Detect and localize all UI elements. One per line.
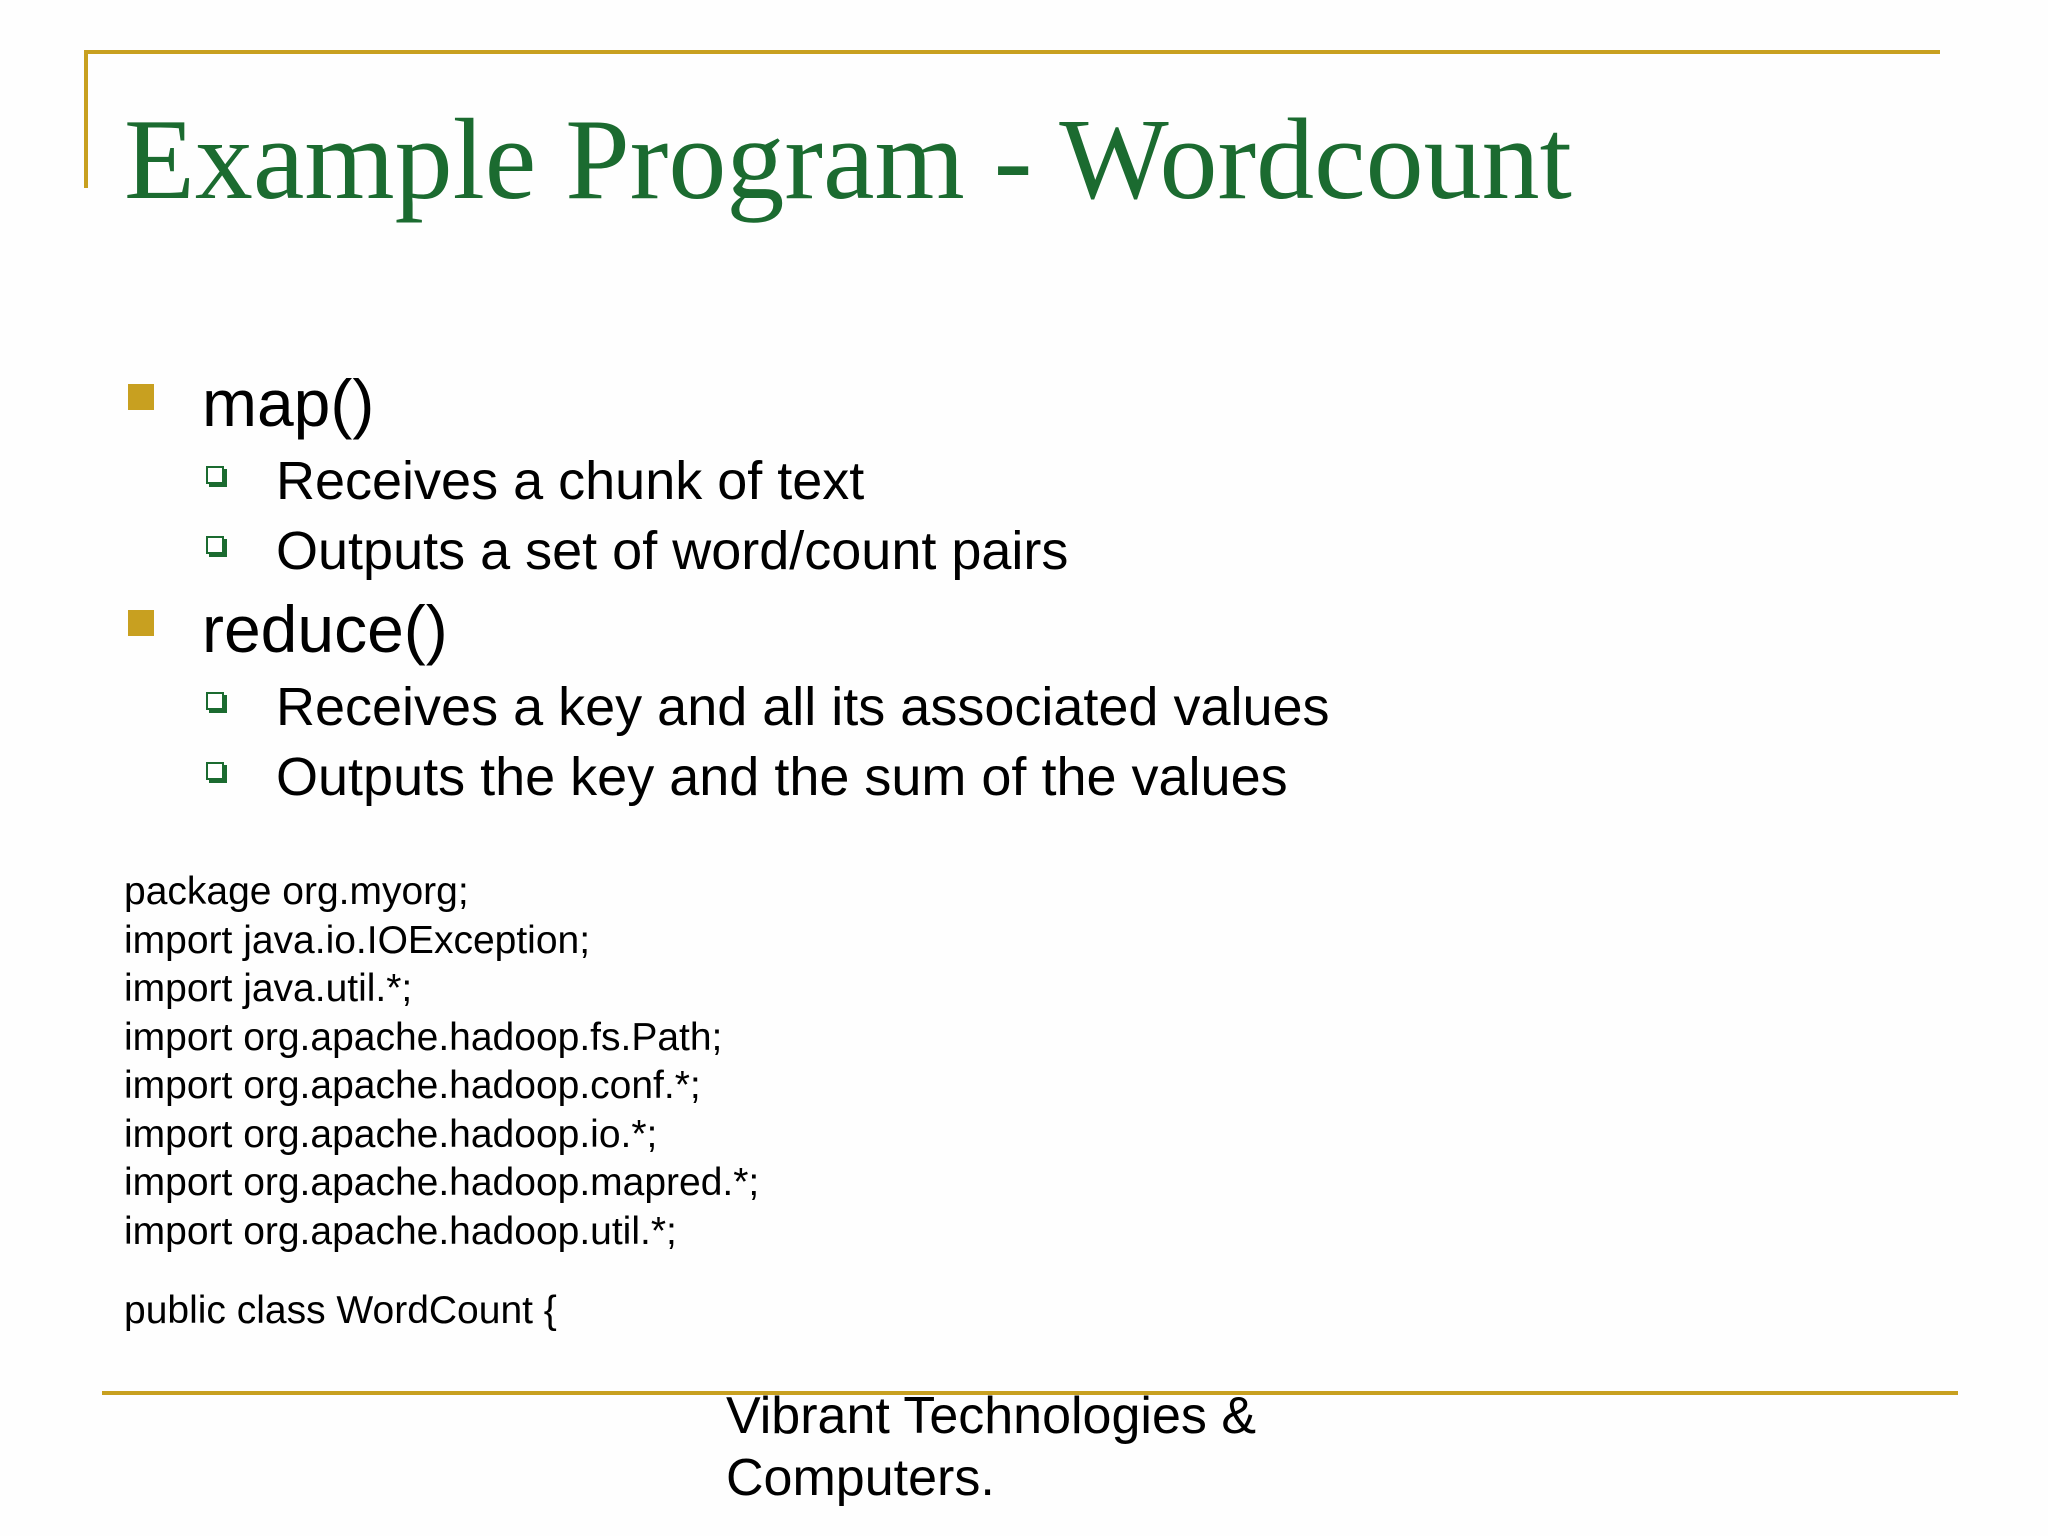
square-bullet-icon — [128, 384, 154, 410]
bullet-label: map() — [202, 366, 375, 440]
left-divider — [84, 50, 88, 188]
bullet-list — [124, 360, 1824, 812]
checkbox-bullet-icon — [206, 762, 224, 780]
code-line: package org.myorg; — [124, 870, 469, 913]
bullet-reduce — [124, 586, 1824, 672]
footer-line-1: Vibrant Technologies & — [726, 1387, 1257, 1445]
code-line: public class WordCount { — [124, 1289, 557, 1332]
checkbox-bullet-icon — [206, 692, 224, 710]
code-line: import org.apache.hadoop.mapred.*; — [124, 1161, 760, 1204]
sub-bullet-text: Outputs a set of word/count pairs — [276, 521, 1069, 581]
code-line: import org.apache.hadoop.conf.*; — [124, 1064, 701, 1107]
sub-bullet — [124, 672, 1824, 742]
code-line-blank — [124, 1256, 759, 1287]
footer-line-2: Computers. — [726, 1449, 995, 1507]
sub-bullet — [124, 742, 1824, 812]
code-line: import org.apache.hadoop.fs.Path; — [124, 1015, 723, 1059]
code-listing — [124, 868, 759, 1336]
sub-bullet — [124, 516, 1824, 586]
code-line: import org.apache.hadoop.util.*; — [124, 1209, 677, 1253]
sub-bullet — [124, 446, 1824, 516]
checkbox-bullet-icon — [206, 536, 224, 554]
code-line: import org.apache.hadoop.io.*; — [124, 1112, 658, 1156]
bullet-map — [124, 360, 1824, 446]
sub-bullet-text: Outputs the key and the sum of the values — [276, 747, 1288, 807]
square-bullet-icon — [128, 610, 154, 636]
top-divider — [84, 50, 1940, 54]
slide-title: Example Program - Wordcount — [124, 96, 1572, 224]
sub-bullet-text: Receives a chunk of text — [276, 451, 865, 511]
code-line: import java.util.*; — [124, 967, 413, 1010]
sub-bullet-text: Receives a key and all its associated values — [276, 677, 1330, 737]
footer — [726, 1385, 1346, 1509]
code-line: import java.io.IOException; — [124, 918, 591, 962]
bullet-label: reduce() — [202, 592, 448, 666]
checkbox-bullet-icon — [206, 466, 224, 484]
